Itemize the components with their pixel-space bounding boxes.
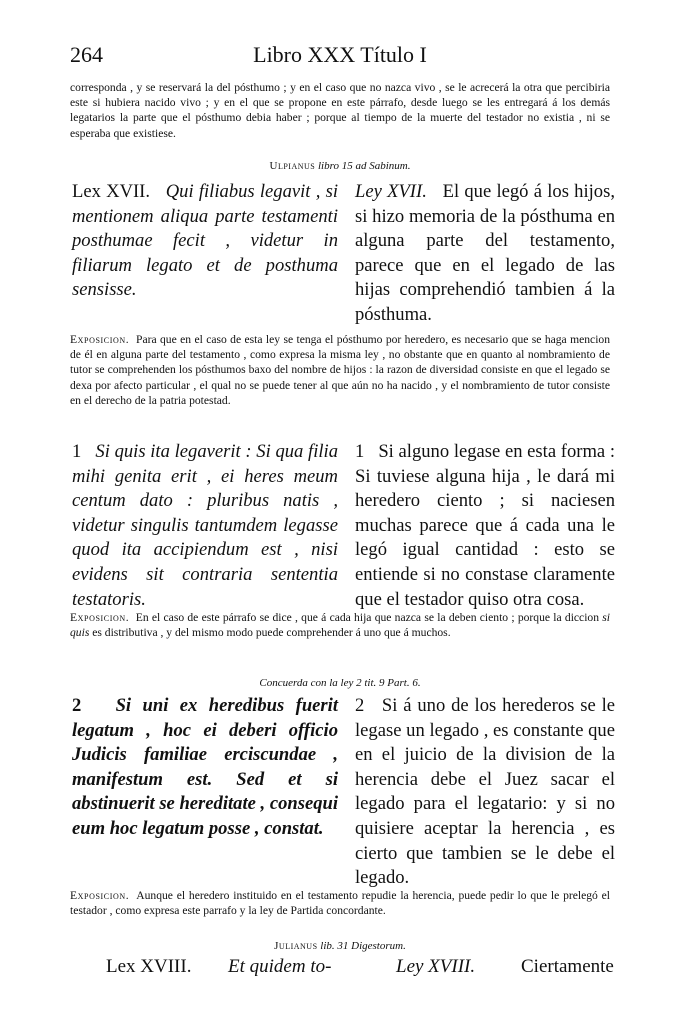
source-citation-ulpianus [70,160,610,172]
paragraph-2-spanish-text: Si á uno de los herederos se le legase un legado , es constante que en el juicio de la division de la herencia debe el Juez sacar el legado para el legatario: y si no quisiere aceptar la herencia , es cierto que tambien se le debe el legado. [355,695,615,889]
exposicion-3-text: Aunque el heredero instituido en el testamento repudie la herencia, puede pedir lo que le prelegó el testador , como expresa este parrafo y la ley de Partida concordante. [70,889,610,918]
paragraph-2-latin [72,694,338,842]
lex-17-latin-text: Qui filiabus legavit , si mentionem aliqua parte testamenti posthumae fecit , videtur in filiarum legato et de posthuma sensisse. [72,181,338,301]
source-work: libro 15 ad Sabinum. [317,160,411,172]
lex-17-latin-label: Lex XVII. [72,181,151,202]
intro-paragraph: corresponda , y se reservará la del pósthumo ; y en el caso que no nazca vivo , se le acrecerá la otra que percibiria este si hubiera nacido vivo ; y en el que se propone en este párrafo, desde luego se les entregará á los demás legatarios la parte que el pósthumo debia haber ; porque al tiempo de la muerte del testador no existia , ni se esperaba que existiese. [70,81,610,140]
lex-17-latin [72,180,338,303]
paragraph-1-latin-text: Si quis ita legaverit : Si qua filia mihi genita erit , ei heres meum centum dato : pluribus natis , videtur singulis tantumdem legasse quod ita accipiendum est , nisi evidens sit contraria sententia testatoris. [72,441,338,610]
running-title: Libro XXX Título I [253,42,427,67]
exposicion-2 [70,610,610,640]
exposicion-2-label: Exposicion. [70,611,130,624]
source-citation-julianus [70,940,610,952]
paragraph-1-number: 1 [72,441,82,462]
paragraph-2-spanish-number: 2 [355,695,365,716]
paragraph-1-spanish-number: 1 [355,441,365,462]
paragraph-1-spanish-text: Si alguno legase en esta forma : Si tuviese alguna hija , le dará mi heredero ciento ; si naciesen muchas parece que á cada una le legó igual cantidad : esto se entiende si no constase claramente que el testador quiso otra cosa. [355,441,616,610]
exposicion-3-label: Exposicion. [70,889,130,902]
lex-18-latin-label: Lex XVIII. [106,956,192,977]
paragraph-1-latin [72,440,338,612]
page-header [70,42,610,72]
source-author: Julianus [274,940,318,952]
source-work: lib. 31 Digestorum. [320,940,406,952]
lex-18-spanish-label: Ley XVIII. [396,956,476,977]
exposicion-2-text-italic: si quis [70,611,611,640]
lex-18-latin-start: Et quidem to- [228,956,332,977]
exposicion-1 [70,332,610,408]
page-number: 264 [70,42,103,67]
exposicion-2-text-a: En el caso de este párrafo se dice , que á cada hija que nazca se la deben ciento ; porque la diccion [135,611,600,624]
exposicion-3 [70,888,610,918]
lex-17-spanish-text: El que legó á los hijos, si hizo memoria de la pósthuma en alguna parte del testamento, parece que en el legado de las hijas comprehendió tambien á la pósthuma. [355,181,615,325]
lex-17-spanish [355,180,615,328]
source-author: Ulpianus [269,160,316,172]
lex-18-spanish-start: Ciertamente [521,956,614,977]
exposicion-2-text-b: es distributiva , y del mismo modo puede comprehender á uno que á muchos. [92,626,451,640]
lex-17-spanish-label: Ley XVII. [355,181,427,202]
paragraph-2-number: 2 [72,695,82,716]
exposicion-1-text: Para que en el caso de esta ley se tenga el pósthumo por heredero, es necesario que se haga mencion de él en alguna parte del testamento , como expresa la misma ley , no obstante que en quanto al nombramiento de tutor se comprehenden los pósthumos baxo del nombre de hijos : la razon de diversidad consiste en que el legado se dexa por afecto particular , el qual no se puede tener al que aún no ha nacido , y el nombramiento de tutor consiste en el derecho de la patria potestad. [70,333,611,407]
exposicion-1-label: Exposicion. [70,333,130,346]
paragraph-2-spanish [355,694,615,891]
paragraph-2-latin-text: Si uni ex heredibus fuerit legatum , hoc ei deberi officio Judicis familiae erciscundae , manifestum est. Sed et si abstinuerit se hereditate , consequi eum hoc legatum posse , constat. [72,695,339,839]
concordance-note: Concuerda con la ley 2 tit. 9 Part. 6. [259,677,421,689]
paragraph-1-spanish [355,440,615,612]
